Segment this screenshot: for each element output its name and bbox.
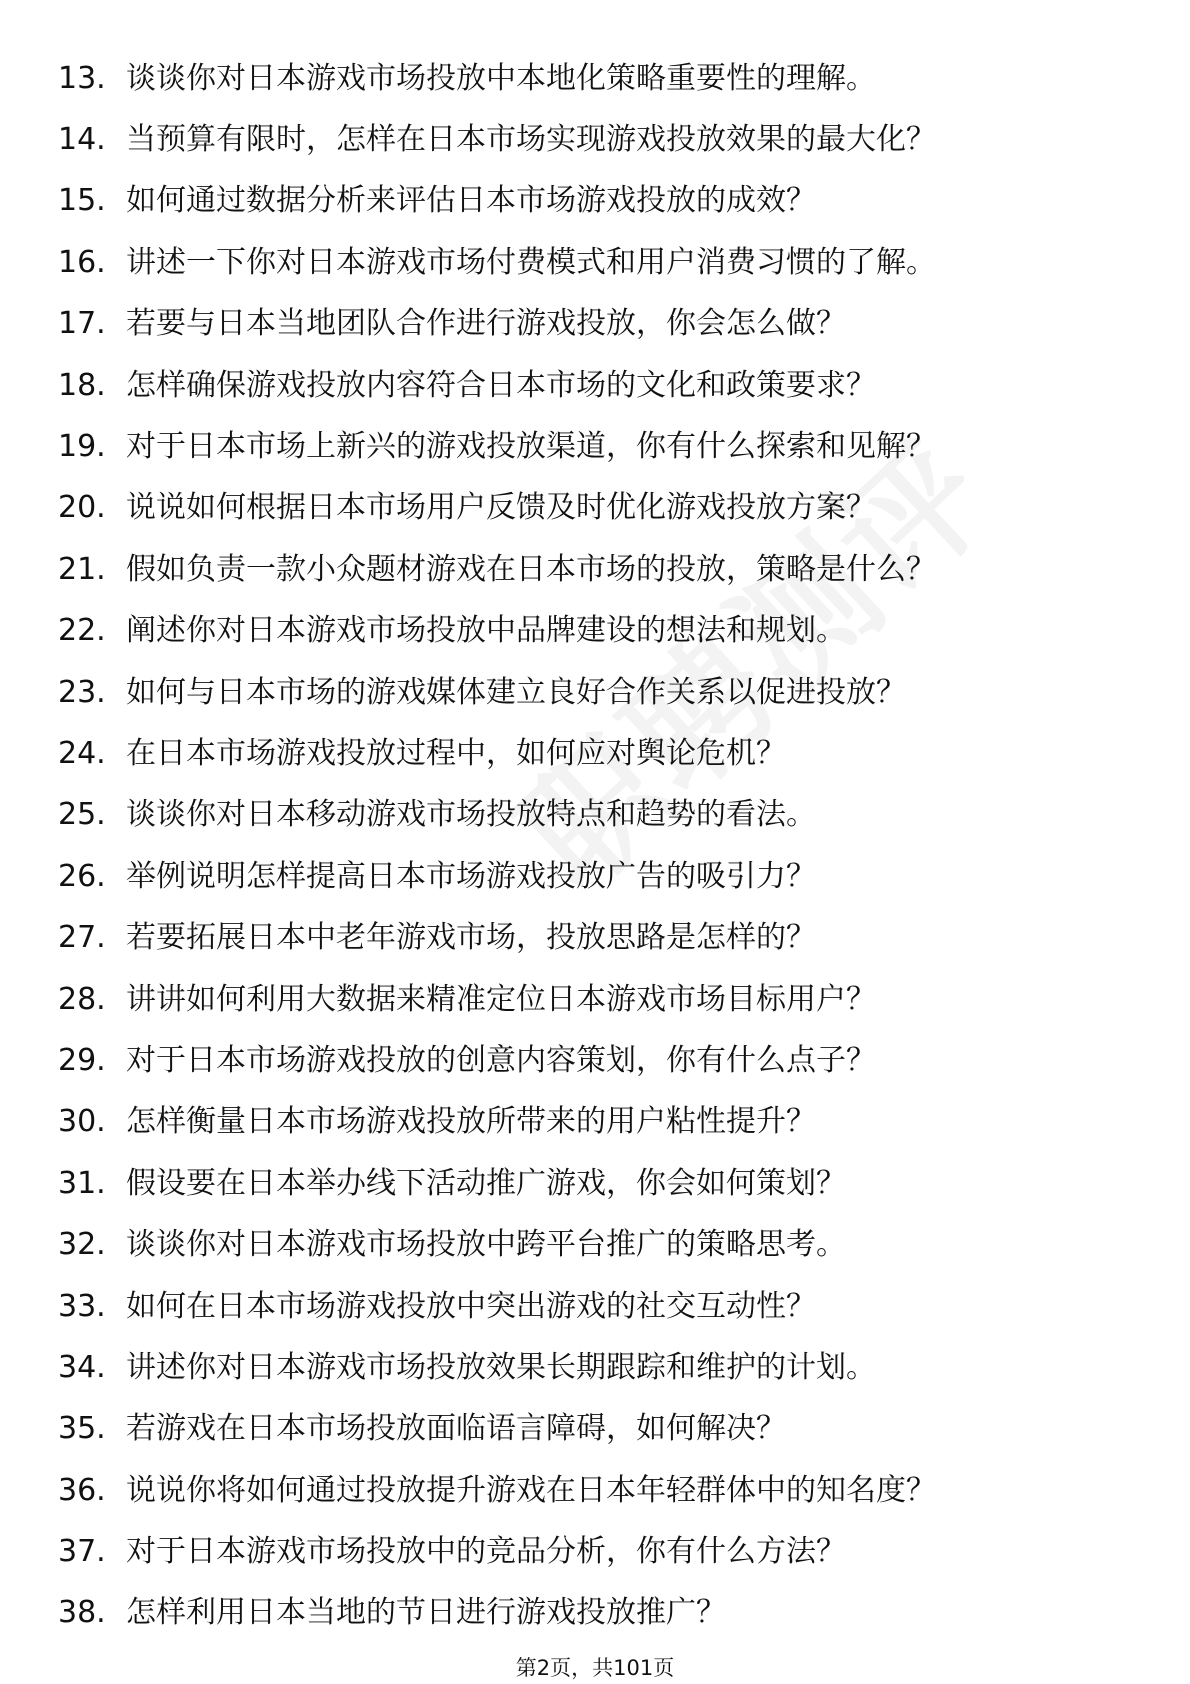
list-item: [58, 294, 1158, 355]
list-item: [58, 1214, 1158, 1275]
question-number: 28.: [58, 981, 106, 1017]
question-text: 若游戏在日本市场投放面临语言障碍，如何解决？: [126, 1411, 786, 1447]
list-item: [58, 1092, 1158, 1153]
list-item: [58, 171, 1158, 232]
question-text: 如何在日本市场游戏投放中突出游戏的社交互动性？: [126, 1288, 816, 1324]
list-item: [58, 355, 1158, 416]
question-text: 对于日本市场上新兴的游戏投放渠道，你有什么探索和见解？: [126, 429, 936, 465]
question-text: 谈谈你对日本游戏市场投放中跨平台推广的策略思考。: [126, 1227, 846, 1263]
question-number: 18.: [58, 367, 106, 403]
question-text: 阐述你对日本游戏市场投放中品牌建设的想法和规划。: [126, 613, 846, 649]
question-number: 16.: [58, 244, 106, 280]
question-number: 21.: [58, 551, 106, 587]
question-text: 如何通过数据分析来评估日本市场游戏投放的成效？: [126, 183, 816, 219]
question-number: 32.: [58, 1227, 106, 1263]
list-item: [58, 969, 1158, 1030]
question-number: 25.: [58, 797, 106, 833]
question-number: 29.: [58, 1042, 106, 1078]
list-item: [58, 1276, 1158, 1337]
question-text: 若要与日本当地团队合作进行游戏投放，你会怎么做？: [126, 306, 846, 342]
page-indicator: 第2页，共101页: [515, 1656, 675, 1680]
list-item: [58, 232, 1158, 293]
question-number: 35.: [58, 1411, 106, 1447]
list-item: [58, 1153, 1158, 1214]
list-item: [58, 907, 1158, 968]
question-number: 27.: [58, 920, 106, 956]
question-number: 37.: [58, 1534, 106, 1570]
question-number: 14.: [58, 122, 106, 158]
list-item: [58, 1030, 1158, 1091]
question-text: 如何与日本市场的游戏媒体建立良好合作关系以促进投放？: [126, 674, 906, 710]
question-number: 19.: [58, 429, 106, 465]
question-number: 36.: [58, 1472, 106, 1508]
question-text: 怎样衡量日本市场游戏投放所带来的用户粘性提升？: [126, 1104, 816, 1140]
question-number: 31.: [58, 1165, 106, 1201]
question-number: 24.: [58, 735, 106, 771]
question-text: 谈谈你对日本游戏市场投放中本地化策略重要性的理解。: [126, 60, 876, 96]
list-item: [58, 723, 1158, 784]
question-text: 怎样确保游戏投放内容符合日本市场的文化和政策要求？: [126, 367, 876, 403]
question-text: 谈谈你对日本移动游戏市场投放特点和趋势的看法。: [126, 797, 816, 833]
list-item: [58, 1521, 1158, 1582]
question-text: 说说你将如何通过投放提升游戏在日本年轻群体中的知名度？: [126, 1472, 936, 1508]
question-list: [58, 48, 1158, 1644]
question-text: 在日本市场游戏投放过程中，如何应对舆论危机？: [126, 735, 786, 771]
list-item: [58, 1399, 1158, 1460]
list-item: [58, 662, 1158, 723]
list-item: [58, 48, 1158, 109]
list-item: [58, 846, 1158, 907]
question-number: 15.: [58, 183, 106, 219]
question-text: 讲述一下你对日本游戏市场付费模式和用户消费习惯的了解。: [126, 244, 936, 280]
question-text: 对于日本游戏市场投放中的竞品分析，你有什么方法？: [126, 1534, 846, 1570]
list-item: [58, 109, 1158, 170]
question-text: 当预算有限时，怎样在日本市场实现游戏投放效果的最大化？: [126, 122, 936, 158]
list-item: [58, 478, 1158, 539]
list-item: [58, 416, 1158, 477]
list-item: [58, 1460, 1158, 1521]
list-item: [58, 785, 1158, 846]
question-text: 怎样利用日本当地的节日进行游戏投放推广？: [126, 1595, 726, 1631]
question-number: 13.: [58, 60, 106, 96]
question-number: 22.: [58, 613, 106, 649]
question-text: 举例说明怎样提高日本市场游戏投放广告的吸引力？: [126, 858, 816, 894]
list-item: [58, 1337, 1158, 1398]
list-item: [58, 539, 1158, 600]
question-number: 34.: [58, 1349, 106, 1385]
list-item: [58, 1583, 1158, 1644]
question-number: 20.: [58, 490, 106, 526]
question-text: 对于日本市场游戏投放的创意内容策划，你有什么点子？: [126, 1042, 876, 1078]
question-text: 假设要在日本举办线下活动推广游戏，你会如何策划？: [126, 1165, 846, 1201]
question-text: 讲述你对日本游戏市场投放效果长期跟踪和维护的计划。: [126, 1349, 876, 1385]
question-number: 30.: [58, 1104, 106, 1140]
question-number: 26.: [58, 858, 106, 894]
question-text: 若要拓展日本中老年游戏市场，投放思路是怎样的？: [126, 920, 816, 956]
question-text: 假如负责一款小众题材游戏在日本市场的投放，策略是什么？: [126, 551, 936, 587]
question-number: 38.: [58, 1595, 106, 1631]
question-number: 23.: [58, 674, 106, 710]
question-text: 讲讲如何利用大数据来精准定位日本游戏市场目标用户？: [126, 981, 876, 1017]
question-number: 17.: [58, 306, 106, 342]
list-item: [58, 601, 1158, 662]
question-text: 说说如何根据日本市场用户反馈及时优化游戏投放方案？: [126, 490, 876, 526]
question-number: 33.: [58, 1288, 106, 1324]
